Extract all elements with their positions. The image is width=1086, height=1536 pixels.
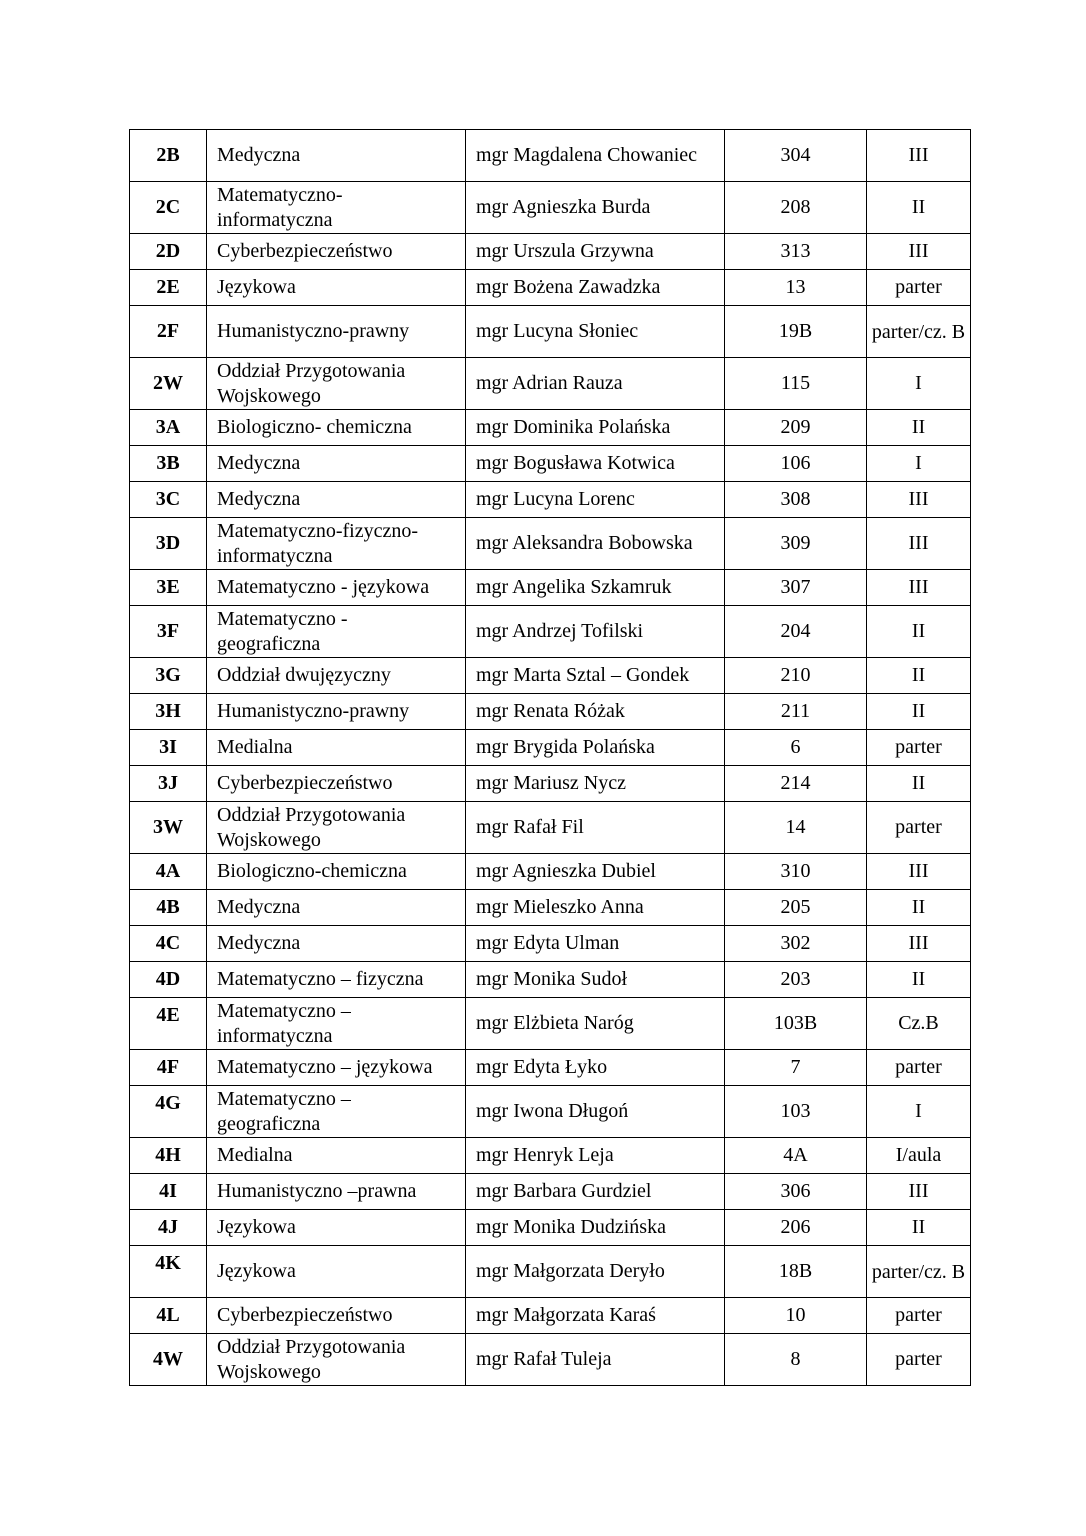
profile-cell: Matematyczno-fizyczno-informatyczna <box>207 518 466 570</box>
teacher-cell: mgr Mieleszko Anna <box>466 890 725 926</box>
room-number-cell: 309 <box>725 518 867 570</box>
teacher-cell: mgr Brygida Polańska <box>466 730 725 766</box>
teacher-cell: mgr Monika Dudzińska <box>466 1210 725 1246</box>
teacher-cell: mgr Iwona Długoń <box>466 1086 725 1138</box>
room-number-cell: 209 <box>725 410 867 446</box>
table-row <box>130 890 971 926</box>
teacher-cell: mgr Elżbieta Naróg <box>466 998 725 1050</box>
class-name-cell: 3A <box>130 410 207 446</box>
class-name-cell: 3G <box>130 658 207 694</box>
room-number-cell: 8 <box>725 1334 867 1386</box>
teacher-cell: mgr Bożena Zawadzka <box>466 270 725 306</box>
teacher-cell: mgr Dominika Polańska <box>466 410 725 446</box>
table-row <box>130 446 971 482</box>
table-row <box>130 926 971 962</box>
profile-cell: Medyczna <box>207 446 466 482</box>
teacher-cell: mgr Edyta Ulman <box>466 926 725 962</box>
table-row <box>130 694 971 730</box>
room-number-cell: 18B <box>725 1246 867 1298</box>
table-row <box>130 962 971 998</box>
profile-cell: Matematyczno – fizyczna <box>207 962 466 998</box>
class-name-cell: 4K <box>130 1246 207 1298</box>
teacher-cell: mgr Magdalena Chowaniec <box>466 130 725 182</box>
table-row <box>130 270 971 306</box>
room-number-cell: 13 <box>725 270 867 306</box>
class-name-cell: 3F <box>130 606 207 658</box>
teacher-cell: mgr Agnieszka Burda <box>466 182 725 234</box>
class-name-cell: 4I <box>130 1174 207 1210</box>
room-number-cell: 4A <box>725 1138 867 1174</box>
table-row <box>130 658 971 694</box>
room-number-cell: 19B <box>725 306 867 358</box>
room-number-cell: 208 <box>725 182 867 234</box>
floor-cell: II <box>867 410 971 446</box>
class-name-cell: 4J <box>130 1210 207 1246</box>
table-row <box>130 854 971 890</box>
room-number-cell: 313 <box>725 234 867 270</box>
teacher-cell: mgr Aleksandra Bobowska <box>466 518 725 570</box>
floor-cell: II <box>867 1210 971 1246</box>
floor-cell: I <box>867 1086 971 1138</box>
room-number-cell: 214 <box>725 766 867 802</box>
floor-cell: I <box>867 358 971 410</box>
table-row <box>130 234 971 270</box>
table-row <box>130 306 971 358</box>
profile-cell: Medyczna <box>207 130 466 182</box>
floor-cell: II <box>867 766 971 802</box>
floor-cell: III <box>867 130 971 182</box>
teacher-cell: mgr Rafał Tuleja <box>466 1334 725 1386</box>
table-row <box>130 182 971 234</box>
class-name-cell: 2C <box>130 182 207 234</box>
class-name-cell: 3E <box>130 570 207 606</box>
class-name-cell: 4B <box>130 890 207 926</box>
profile-cell: Biologiczno-chemiczna <box>207 854 466 890</box>
table-row <box>130 130 971 182</box>
teacher-cell: mgr Agnieszka Dubiel <box>466 854 725 890</box>
profile-cell: Humanistyczno-prawny <box>207 694 466 730</box>
class-name-cell: 2F <box>130 306 207 358</box>
floor-cell: III <box>867 518 971 570</box>
table-row <box>130 1298 971 1334</box>
profile-cell: Cyberbezpieczeństwo <box>207 1298 466 1334</box>
table-body <box>130 130 971 1386</box>
room-number-cell: 14 <box>725 802 867 854</box>
profile-cell: Medyczna <box>207 482 466 518</box>
teacher-cell: mgr Angelika Szkamruk <box>466 570 725 606</box>
floor-cell: parter <box>867 1334 971 1386</box>
class-name-cell: 3D <box>130 518 207 570</box>
profile-cell: Oddział Przygotowania Wojskowego <box>207 802 466 854</box>
profile-cell: Matematyczno - językowa <box>207 570 466 606</box>
room-number-cell: 211 <box>725 694 867 730</box>
room-number-cell: 310 <box>725 854 867 890</box>
table-row <box>130 998 971 1050</box>
floor-cell: parter <box>867 1050 971 1086</box>
table-row <box>130 1210 971 1246</box>
profile-cell: Matematyczno-informatyczna <box>207 182 466 234</box>
floor-cell: Cz.B <box>867 998 971 1050</box>
floor-cell: II <box>867 658 971 694</box>
class-name-cell: 4H <box>130 1138 207 1174</box>
profile-cell: Oddział Przygotowania Wojskowego <box>207 1334 466 1386</box>
room-number-cell: 106 <box>725 446 867 482</box>
teacher-cell: mgr Monika Sudoł <box>466 962 725 998</box>
floor-cell: II <box>867 606 971 658</box>
room-number-cell: 308 <box>725 482 867 518</box>
room-number-cell: 304 <box>725 130 867 182</box>
profile-cell: Cyberbezpieczeństwo <box>207 234 466 270</box>
floor-cell: I <box>867 446 971 482</box>
class-name-cell: 3I <box>130 730 207 766</box>
teacher-cell: mgr Lucyna Lorenc <box>466 482 725 518</box>
floor-cell: III <box>867 1174 971 1210</box>
table-row <box>130 1174 971 1210</box>
profile-cell: Biologiczno- chemiczna <box>207 410 466 446</box>
room-number-cell: 203 <box>725 962 867 998</box>
class-name-cell: 4F <box>130 1050 207 1086</box>
class-name-cell: 2W <box>130 358 207 410</box>
profile-cell: Językowa <box>207 1210 466 1246</box>
teacher-cell: mgr Marta Sztal – Gondek <box>466 658 725 694</box>
table-row <box>130 802 971 854</box>
room-number-cell: 206 <box>725 1210 867 1246</box>
table-row <box>130 730 971 766</box>
table-row <box>130 1138 971 1174</box>
floor-cell: II <box>867 962 971 998</box>
room-number-cell: 307 <box>725 570 867 606</box>
table-row <box>130 410 971 446</box>
room-number-cell: 10 <box>725 1298 867 1334</box>
profile-cell: Językowa <box>207 270 466 306</box>
teacher-cell: mgr Małgorzata Deryło <box>466 1246 725 1298</box>
teacher-cell: mgr Renata Różak <box>466 694 725 730</box>
teacher-cell: mgr Bogusława Kotwica <box>466 446 725 482</box>
floor-cell: parter <box>867 270 971 306</box>
floor-cell: III <box>867 570 971 606</box>
class-name-cell: 3B <box>130 446 207 482</box>
teacher-cell: mgr Małgorzata Karaś <box>466 1298 725 1334</box>
table-row <box>130 518 971 570</box>
room-number-cell: 205 <box>725 890 867 926</box>
teacher-cell: mgr Urszula Grzywna <box>466 234 725 270</box>
class-name-cell: 4C <box>130 926 207 962</box>
teacher-cell: mgr Henryk Leja <box>466 1138 725 1174</box>
class-name-cell: 3J <box>130 766 207 802</box>
profile-cell: Matematyczno – językowa <box>207 1050 466 1086</box>
table-row <box>130 606 971 658</box>
floor-cell: II <box>867 694 971 730</box>
teacher-cell: mgr Rafał Fil <box>466 802 725 854</box>
class-name-cell: 4D <box>130 962 207 998</box>
floor-cell: III <box>867 926 971 962</box>
table-row <box>130 1050 971 1086</box>
table-row <box>130 482 971 518</box>
room-number-cell: 7 <box>725 1050 867 1086</box>
table-row <box>130 1086 971 1138</box>
class-name-cell: 4L <box>130 1298 207 1334</box>
room-number-cell: 302 <box>725 926 867 962</box>
profile-cell: Matematyczno – informatyczna <box>207 998 466 1050</box>
teacher-cell: mgr Edyta Łyko <box>466 1050 725 1086</box>
floor-cell: parter/cz. B <box>867 306 971 358</box>
floor-cell: parter <box>867 1298 971 1334</box>
class-name-cell: 2D <box>130 234 207 270</box>
profile-cell: Oddział Przygotowania Wojskowego <box>207 358 466 410</box>
room-number-cell: 115 <box>725 358 867 410</box>
room-number-cell: 306 <box>725 1174 867 1210</box>
profile-cell: Medyczna <box>207 926 466 962</box>
floor-cell: III <box>867 854 971 890</box>
table-row <box>130 766 971 802</box>
room-number-cell: 103B <box>725 998 867 1050</box>
class-name-cell: 2E <box>130 270 207 306</box>
class-assignment-table <box>129 129 971 1386</box>
floor-cell: I/aula <box>867 1138 971 1174</box>
profile-cell: Medialna <box>207 730 466 766</box>
teacher-cell: mgr Barbara Gurdziel <box>466 1174 725 1210</box>
profile-cell: Matematyczno – geograficzna <box>207 1086 466 1138</box>
floor-cell: parter <box>867 730 971 766</box>
profile-cell: Matematyczno - geograficzna <box>207 606 466 658</box>
class-name-cell: 2B <box>130 130 207 182</box>
floor-cell: parter/cz. B <box>867 1246 971 1298</box>
floor-cell: III <box>867 482 971 518</box>
teacher-cell: mgr Adrian Rauza <box>466 358 725 410</box>
room-number-cell: 204 <box>725 606 867 658</box>
class-name-cell: 3H <box>130 694 207 730</box>
table-row <box>130 358 971 410</box>
table-row <box>130 1246 971 1298</box>
class-name-cell: 4E <box>130 998 207 1050</box>
class-name-cell: 3C <box>130 482 207 518</box>
table-row <box>130 570 971 606</box>
class-name-cell: 3W <box>130 802 207 854</box>
class-name-cell: 4W <box>130 1334 207 1386</box>
floor-cell: parter <box>867 802 971 854</box>
room-number-cell: 103 <box>725 1086 867 1138</box>
class-name-cell: 4A <box>130 854 207 890</box>
teacher-cell: mgr Andrzej Tofilski <box>466 606 725 658</box>
room-number-cell: 210 <box>725 658 867 694</box>
profile-cell: Oddział dwujęzyczny <box>207 658 466 694</box>
profile-cell: Humanistyczno –prawna <box>207 1174 466 1210</box>
profile-cell: Medyczna <box>207 890 466 926</box>
floor-cell: III <box>867 234 971 270</box>
teacher-cell: mgr Mariusz Nycz <box>466 766 725 802</box>
teacher-cell: mgr Lucyna Słoniec <box>466 306 725 358</box>
floor-cell: II <box>867 890 971 926</box>
table-row <box>130 1334 971 1386</box>
profile-cell: Medialna <box>207 1138 466 1174</box>
profile-cell: Językowa <box>207 1246 466 1298</box>
profile-cell: Cyberbezpieczeństwo <box>207 766 466 802</box>
class-name-cell: 4G <box>130 1086 207 1138</box>
floor-cell: II <box>867 182 971 234</box>
room-number-cell: 6 <box>725 730 867 766</box>
profile-cell: Humanistyczno-prawny <box>207 306 466 358</box>
